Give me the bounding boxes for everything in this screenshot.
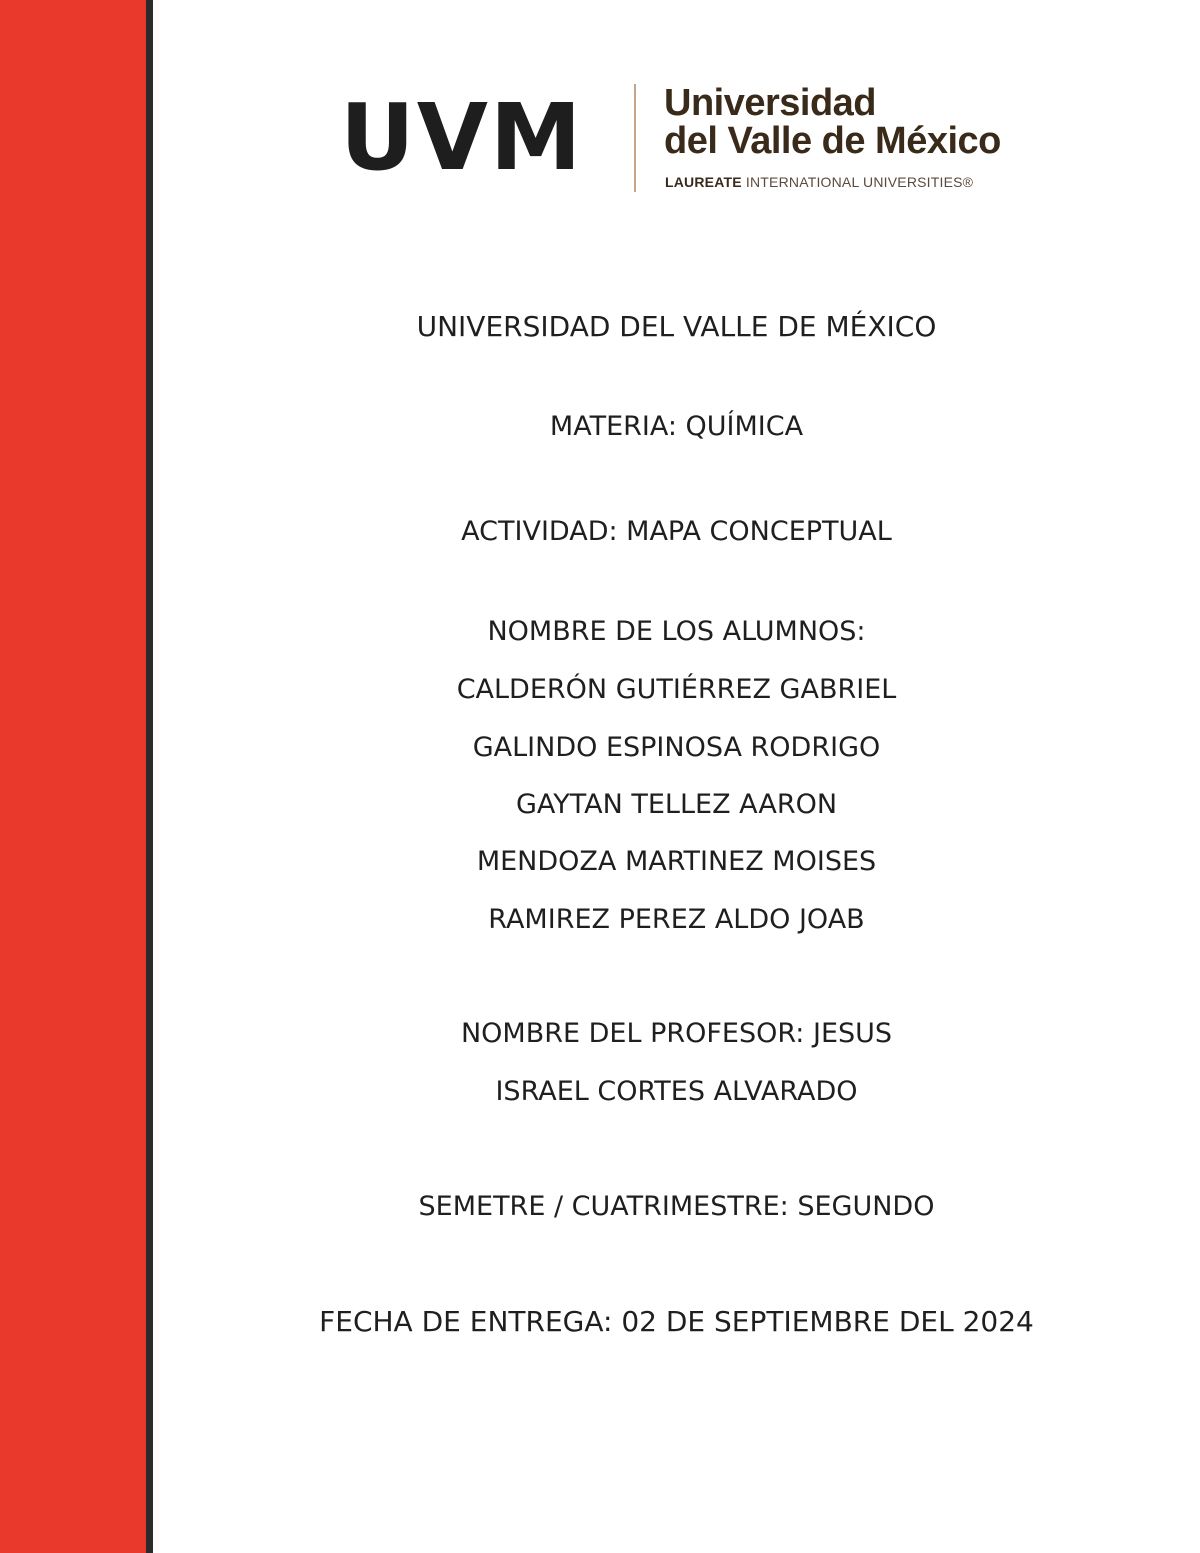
student-name: MENDOZA MARTINEZ MOISES (476, 846, 877, 877)
uvm-logo (340, 78, 1020, 198)
student-name: GAYTAN TELLEZ AARON (515, 789, 838, 820)
logo-divider (634, 84, 636, 192)
semester-line: SEMETRE / CUATRIMESTRE: SEGUNDO (418, 1191, 935, 1222)
logo-name-line1: Universidad (664, 82, 877, 124)
logo-tagline (665, 174, 973, 190)
logo-tagline-bold: LAUREATE (665, 174, 742, 190)
side-band-divider (146, 0, 153, 1553)
due-date-line: FECHA DE ENTREGA: 02 DE SEPTIEMBRE DEL 2024 (319, 1305, 1034, 1338)
professor-line-2: ISRAEL CORTES ALVARADO (495, 1076, 858, 1107)
university-title: UNIVERSIDAD DEL VALLE DE MÉXICO (416, 310, 937, 343)
logo-name-line2: del Valle de México (664, 120, 1001, 162)
activity-line: ACTIVIDAD: MAPA CONCEPTUAL (461, 516, 892, 547)
subject-line: MATERIA: QUÍMICA (549, 411, 804, 442)
logo-university-name (664, 84, 1001, 160)
red-side-band (0, 0, 146, 1553)
student-name: GALINDO ESPINOSA RODRIGO (472, 732, 881, 763)
professor-line-1: NOMBRE DEL PROFESOR: JESUS (460, 1018, 893, 1049)
student-name: CALDERÓN GUTIÉRREZ GABRIEL (456, 674, 897, 705)
student-name: RAMIREZ PEREZ ALDO JOAB (488, 904, 865, 935)
students-label: NOMBRE DE LOS ALUMNOS: (487, 616, 866, 647)
uvm-logo-mark: UVM (340, 84, 584, 191)
logo-tagline-rest: INTERNATIONAL UNIVERSITIES® (741, 174, 974, 190)
